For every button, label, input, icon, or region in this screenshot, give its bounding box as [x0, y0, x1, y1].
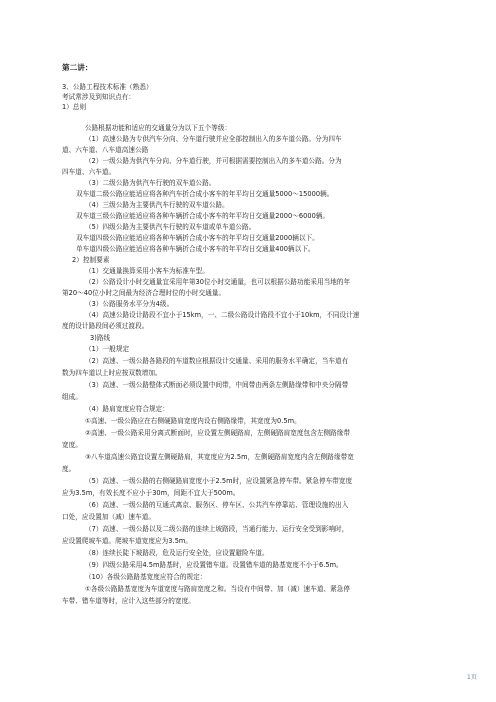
text-line: 度的设计路段间必须过渡段。: [62, 322, 149, 330]
text-line: 第20～40位小时之间最为经济合理时位的小时交通量。: [62, 289, 226, 297]
text-line: 3、公路工程技术标准（熟悉）: [62, 83, 153, 91]
text-line: （4）三级公路为主要供汽车行驶的双车道公路。: [85, 201, 229, 209]
text-line: 组成。: [62, 393, 82, 401]
text-line: ②高速、一级公路采用分离式断面时，应设置左侧硬路肩，左侧硬路肩宽度包含左侧路缘带: [85, 429, 351, 437]
text-line: （6）高速、一级公路的互通式离京、服务区、停车区、公共汽车停靠站、管理设施的出入: [85, 501, 349, 509]
text-line: （4）路肩宽度应符合规定：: [85, 405, 169, 413]
text-line: （1）交通量换算采用小客车为标准车型。: [85, 267, 209, 275]
text-line: 2）控制要素: [72, 256, 110, 264]
text-line: 双车道二级公路应能适应将各种汽车折合成小客车的年平均日交通量5000～15000辆。: [76, 190, 334, 198]
text-line: ①高速、一级公路应在右侧硬路肩宽度内设右侧路缘带，其宽度为0.5m。: [85, 417, 301, 425]
text-line: （3）公路服务水平分为4级。: [85, 300, 174, 308]
text-line: ③八车道高速公路宜设置左侧硬路肩，其宽度应为2.5m，左侧硬路肩宽度内含左侧路缘带宽: [85, 453, 354, 461]
text-line: （5）四级公路为主要供汽车行驶的双车道或单车道公路。: [85, 223, 256, 231]
text-line: 双车道三级公路应能适应将各种车辆折合成小客车的年平均日交通量2000～6000辆。: [76, 212, 330, 220]
text-line: （5）高速、一级公路的右侧硬路肩宽度小于2.5m时，应设置紧急停车带。紧急停车带宽度: [85, 477, 353, 485]
text-line: 应设置爬坡车道。爬坡车道宽度应为3.5m。: [62, 537, 193, 545]
text-line: 公路根据功能和适应的交通量分为以下五个等级：: [85, 124, 232, 132]
text-line: （3）高速、一级公路整体式断面必须设置中间带，中间带由两条左侧路缘带和中央分隔带: [85, 381, 349, 389]
text-line: （4）高速公路设计路段不宜小于15km，一、二级公路设计路段不宜小于10km，不同设计速: [85, 311, 360, 319]
text-line: 单车道四级公路应能适应将各种车辆折合成小客车的年平均日交通量400辆以下。: [76, 245, 315, 253]
text-line: （2）高速、一级公路各路段的车道数应根据设计交通量、采用的服务水平确定，当车道有: [85, 357, 349, 365]
text-line: （2）一级公路为供汽车分向、分车道行驶，并可根据需要控制出入的多车道公路。分为: [85, 157, 342, 165]
text-line: （1）高速公路为专供汽车分向、分车道行驶并应全部控制出入的多车道公路。分为四车: [85, 135, 342, 143]
text-line: 数为四车道以上时应按双数增加。: [62, 369, 162, 377]
text-line: （8）连续长陡下坡路段，危及运行安全处，应设置避险车道。: [85, 549, 269, 557]
text-line: 3)路线: [90, 334, 111, 342]
lecture-heading: 第二讲：: [62, 63, 93, 72]
text-line: （7）高速、一级公路以及二级公路的连续上坡路段，当通行能力、运行安全受到影响时，: [85, 525, 349, 533]
text-line: 度。: [62, 465, 76, 473]
text-line: （1）一般规定: [85, 345, 130, 353]
text-line: （3）二级公路为供汽车行驶的双车道公路。: [85, 179, 216, 187]
text-line: 道、六车道、八车道高速公路: [62, 146, 149, 154]
text-line: 双车道四级公路应能适应将各种车辆折合成小客车的年平均日交通量2000辆以下。: [76, 234, 319, 242]
text-line: 口处，应设置加（减）速车道。: [62, 513, 156, 521]
text-line: 考试常涉及到知识点有：: [62, 93, 136, 101]
text-line: ①各级公路路基宽度为车道宽度与路肩宽度之和。当设有中间带、加（减）速车道、紧急停: [85, 585, 351, 593]
text-line: 1）总则: [62, 103, 87, 111]
text-line: 四车道、六车道。: [62, 168, 116, 176]
text-line: 车带、错车道等时，应计入这些部分的宽度。: [62, 597, 195, 605]
page-number: 1页: [467, 674, 477, 681]
text-line: 宽度。: [62, 441, 82, 449]
text-line: （10）各级公路路基宽度应符合的规定：: [85, 573, 207, 581]
text-line: （2）公路设计小时交通量宜采用年第30位小时交通量，也可以根据公路功能采用当地的年: [85, 278, 351, 286]
text-line: 应为3.5m，有效长度不应小于30m，间距不宜大于500m。: [62, 489, 240, 497]
text-line: （9）四级公路采用4.5m路基时，应设置错车道。设置错车道的路基宽度不小于6.5m。: [85, 561, 343, 569]
